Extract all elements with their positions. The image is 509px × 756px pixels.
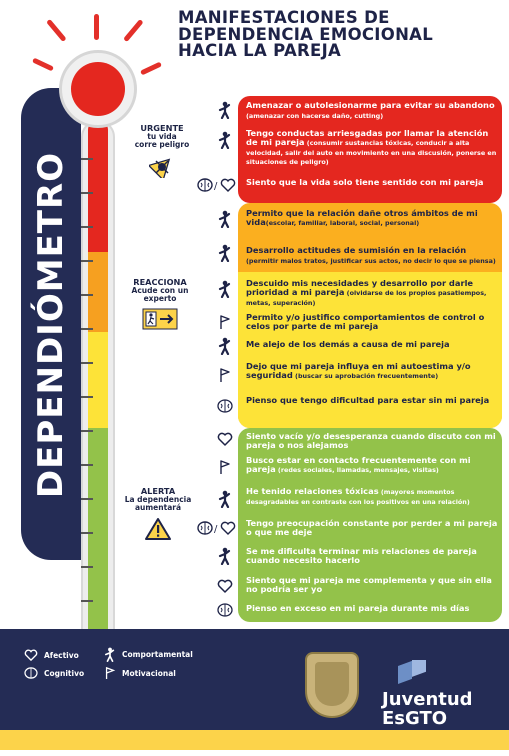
item-7 — [246, 313, 498, 332]
warning-triangle-icon — [144, 517, 172, 541]
fill-red — [88, 120, 108, 252]
item-10-text: Pienso que tengo dificultad para estar sin mi pareja — [246, 395, 490, 405]
item-16-text: Siento que mi pareja me complementa y que sin ella no podría ser yo — [246, 575, 492, 595]
legend-motivacional-label: Motivacional — [122, 668, 176, 678]
legend-comportamental — [104, 647, 193, 662]
heart-icon — [214, 430, 236, 448]
title-line-1: MANIFESTACIONES DE — [178, 8, 390, 27]
item-1-detail: (amenazar con hacerse daño, cutting) — [246, 111, 384, 120]
item-10 — [246, 396, 498, 406]
item-3 — [246, 178, 498, 188]
item-12-text: Busco estar en contacto frecuentemente con mi pareja — [246, 455, 471, 475]
item-11-text: Siento vacío y/o desesperanza cuando discuto con mi pareja o nos alejamos — [246, 431, 496, 451]
bulb-red-core — [71, 62, 125, 116]
level-react-line2: experto — [143, 294, 177, 303]
level-react-line1: Acude con un — [131, 285, 189, 295]
level-alert — [122, 487, 194, 541]
item-7-text: Permito y/o justifico comportamientos de control o celos por parte de mi pareja — [246, 312, 485, 332]
legend-cognitivo-label: Cognitivo — [44, 668, 85, 678]
brand-line-2: EsGTO — [382, 708, 448, 729]
legend-afectivo-label: Afectivo — [44, 650, 79, 660]
level-urgent-heading: URGENTE — [140, 123, 184, 133]
item-12-detail: (redes sociales, llamadas, mensajes, visitas) — [275, 466, 439, 475]
behavior-icon — [214, 131, 236, 149]
behavior-icon — [214, 101, 236, 119]
brain-icon — [214, 601, 236, 619]
fill-orange — [88, 252, 108, 332]
item-12 — [246, 456, 498, 475]
juventud-brand — [382, 690, 473, 728]
item-2 — [246, 129, 498, 167]
brand-line-1: Juventud — [382, 689, 473, 710]
item-8-text: Me alejo de los demás a causa de mi pareja — [246, 339, 450, 349]
level-urgent-line2: corre peligro — [134, 140, 190, 149]
flag-icon — [104, 666, 116, 680]
level-alert-line2: aumentará — [134, 503, 182, 512]
item-17-text: Pienso en exceso en mi pareja durante mis días — [246, 603, 470, 613]
flag-icon — [214, 366, 236, 384]
fill-yellow — [88, 332, 108, 428]
footer-yellow-strip — [0, 730, 509, 750]
item-4-detail: (escolar, familiar, laboral, social, personal) — [265, 219, 420, 228]
legend-comportamental-label: Comportamental — [122, 650, 193, 659]
item-17 — [246, 604, 498, 614]
item-2-detail: (consumir sustancias tóxicas, conducir a alta velocidad, salir del auto en movimiento en una discusión, ponerse en situaciones de peligro) — [246, 139, 497, 167]
level-urgent-line1: tu vida — [147, 131, 177, 141]
brain-heart-icon — [196, 519, 236, 537]
item-13-detail: (mayores momentos desagradables en contraste con los positivos en una relación) — [246, 488, 470, 506]
item-9 — [246, 362, 498, 381]
behavior-icon — [214, 210, 236, 228]
vertical-title: DEPENDIÓMETRO — [31, 151, 71, 499]
item-6-text: Descuido mis necesidades y desarrollo por darle prioridad a mi pareja — [246, 278, 474, 298]
behavior-icon — [214, 490, 236, 508]
item-2-text: Tengo conductas arriesgadas por llamar la atención de mi pareja — [246, 128, 489, 148]
level-alert-heading: ALERTA — [140, 486, 176, 496]
item-15-text: Se me dificulta terminar mis relaciones de pareja cuando necesito hacerlo — [246, 546, 477, 566]
behavior-icon — [104, 647, 116, 662]
level-react — [124, 278, 196, 330]
item-4-text: Permito que la relación dañe otros ámbitos de mi vida — [246, 208, 478, 228]
item-6-detail: (olvidarse de los propios pasatiempos, metas, superación) — [246, 289, 487, 307]
state-crest-logo — [305, 652, 359, 718]
legend-motivacional — [104, 666, 176, 680]
item-9-detail: (buscar su aprobación frecuentemente) — [292, 372, 439, 381]
brain-heart-icon — [196, 176, 236, 194]
flag-icon — [214, 458, 236, 476]
fill-green — [88, 428, 108, 642]
legend-afectivo — [24, 649, 79, 661]
behavior-icon — [214, 280, 236, 298]
page-title — [178, 10, 433, 60]
item-13-text: He tenido relaciones tóxicas — [246, 486, 379, 496]
legend-cognitivo — [24, 667, 84, 679]
item-5-text: Desarrollo actitudes de sumisión en la relación — [246, 245, 467, 255]
item-9-text: Dejo que mi pareja influya en mi autoestima y/o seguridad — [246, 361, 471, 381]
item-15 — [246, 547, 498, 566]
behavior-icon — [214, 547, 236, 565]
flag-icon — [214, 313, 236, 331]
brain-icon — [24, 667, 38, 679]
exit-door-icon — [142, 308, 178, 330]
item-5 — [246, 246, 498, 265]
title-line-3: HACIA LA PAREJA — [178, 41, 342, 60]
brain-icon — [214, 397, 236, 415]
level-alert-line1: La dependencia — [124, 494, 192, 504]
item-4 — [246, 209, 498, 228]
item-14 — [246, 519, 498, 538]
item-1-text: Amenazar o autolesionarme para evitar su abandono — [246, 100, 495, 110]
item-13 — [246, 487, 498, 506]
item-6 — [246, 279, 498, 307]
behavior-icon — [214, 244, 236, 262]
svg-text:/: / — [214, 524, 218, 535]
heart-icon — [214, 577, 236, 595]
item-16 — [246, 576, 498, 595]
level-urgent — [132, 124, 192, 178]
behavior-icon — [214, 337, 236, 355]
juventud-logo-icon — [398, 660, 428, 686]
item-3-text: Siento que la vida solo tiene sentido con mi pareja — [246, 177, 484, 187]
heart-icon — [24, 649, 38, 661]
item-14-text: Tengo preocupación constante por perder a mi pareja o que me deje — [246, 518, 498, 538]
danger-skull-icon — [149, 154, 175, 178]
item-1 — [246, 101, 498, 120]
item-5-detail: (permitir malos tratos, justificar sus actos, no decir lo que se piensa) — [246, 256, 496, 265]
item-8 — [246, 340, 498, 350]
svg-text:/: / — [214, 181, 218, 192]
title-line-2: DEPENDENCIA EMOCIONAL — [178, 24, 434, 44]
level-react-heading: REACCIONA — [133, 277, 187, 287]
item-11 — [246, 432, 498, 451]
